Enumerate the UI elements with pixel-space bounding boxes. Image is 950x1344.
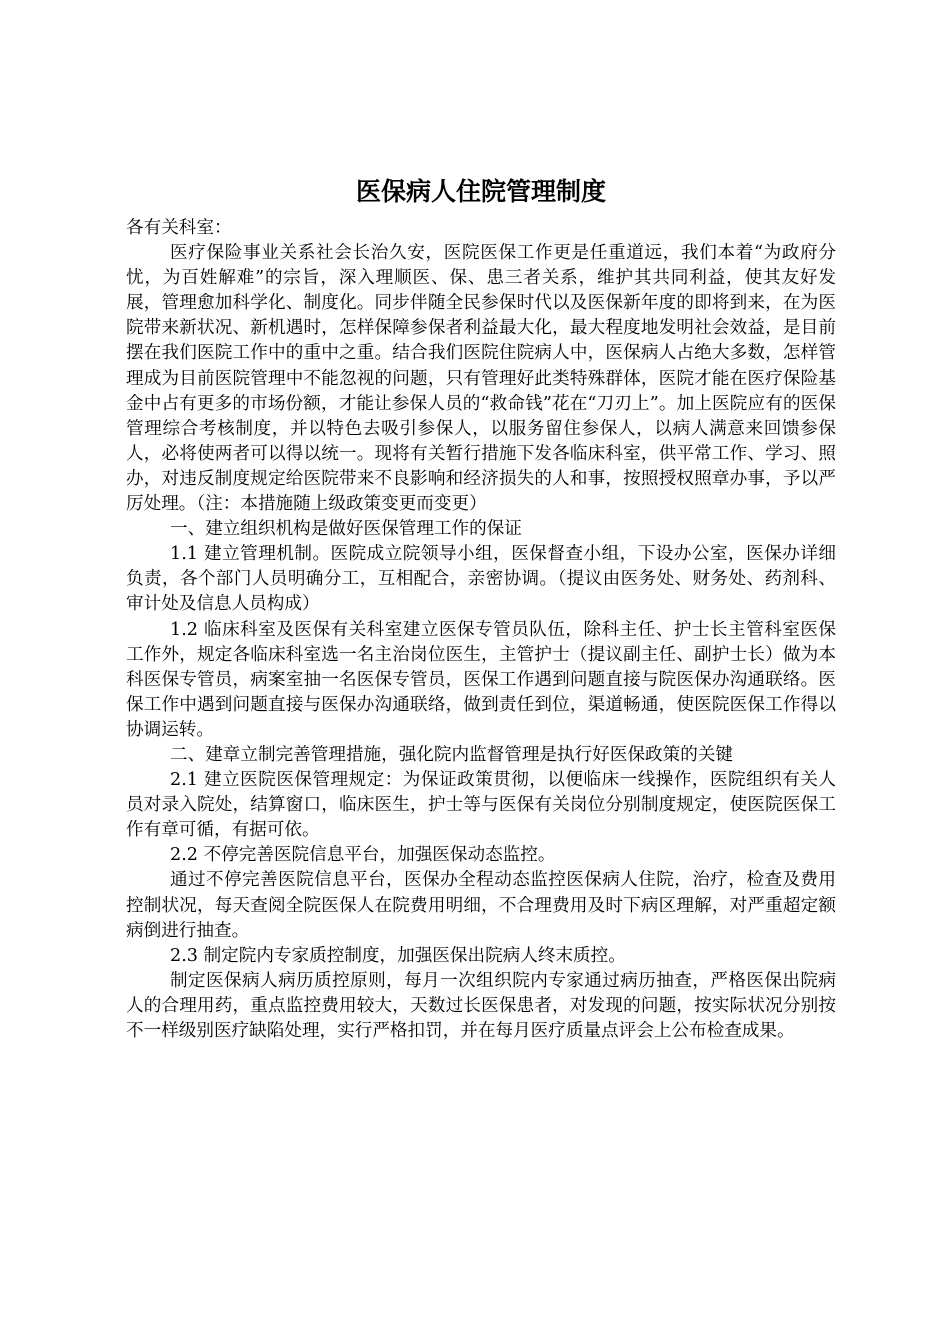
section-heading-2: 二、建章立制完善管理措施，强化院内监督管理是执行好医保政策的关键 [170,744,734,765]
paragraph-2-3-body: 制定医保病人病历质控原则，每月一次组织院内专家通过病历抽查，严格医保出院病人的合理用药，重点监控费用较大，天数过长医保患者，对发现的问题，按实际状况分别按不一样级别医疗缺陷处理，实行严格扣罚，并在每月医疗质量点评会上公布检查成果。 [126,970,836,1041]
subheading-2-2: 2.2 不停完善医院信息平台，加强医保动态监控。 [170,845,556,866]
paragraph-2-2-body: 通过不停完善医院信息平台，医保办全程动态监控医保病人住院，治疗，检查及费用控制状况，每天查阅全院医保人在院费用明细，不合理费用及时下病区理解，对严重超定额病倒进行抽查。 [126,870,836,941]
paragraph-intro: 医疗保险事业关系社会长治久安，医院医保工作更是任重道远，我们本着“为政府分忧，为百姓解难”的宗旨，深入理顺医、保、患三者关系，维护其共同利益，使其友好发展，管理愈加科学化、制度化。同步伴随全民参保时代以及医保新年度的即将到来，在为医院带来新状况、新机遇时，怎样保障参保者利益最大化，最大程度地发明社会效益，是目前摆在我们医院工作中的重中之重。结合我们医院住院病人中，医保病人占绝大多数，怎样管理成为目前医院管理中不能忽视的问题，只有管理好此类特殊群体，医院才能在医疗保险基金中占有更多的市场份额，才能让参保人员的“救命钱”花在“刀刃上”。加上医院应有的医保管理综合考核制度，并以特色去吸引参保人，以服务留住参保人，以病人满意来回馈参保人，必将使两者可以得以统一。现将有关暂行措施下发各临床科室，供平常工作、学习、照办，对违反制度规定给医院带来不良影响和经济损失的人和事，按照授权照章办事，予以严厉处理。（注：本措施随上级政策变更而变更） [126,243,836,515]
paragraph-2-1: 2.1 建立医院医保管理规定：为保证政策贯彻，以便临床一线操作，医院组织有关人员对录入院处，结算窗口，临床医生，护士等与医保有关岗位分别制度规定，使医院医保工作有章可循，有据可依。 [126,770,836,841]
document-title: 医保病人住院管理制度 [355,177,606,206]
document-page [126,172,836,1044]
paragraph-1-2: 1.2 临床科室及医保有关科室建立医保专管员队伍，除科主任、护士长主管科室医保工作外，规定各临床科室选一名主治岗位医生，主管护士（提议副主任、副护士长）做为本科医保专管员，病案室抽一名医保专管员，医保工作遇到问题直接与院医保办沟通联络。医保工作中遇到问题直接与医保办沟通联络，做到责任到位，渠道畅通，使医院医保工作得以协调运转。 [126,619,836,740]
subheading-2-3: 2.3 制定院内专家质控制度，加强医保出院病人终末质控。 [170,945,626,966]
section-heading-1: 一、建立组织机构是做好医保管理工作的保证 [170,519,522,540]
salutation: 各有关科室： [126,218,232,238]
paragraph-1-1: 1.1 建立管理机制。医院成立院领导小组，医保督查小组，下设办公室，医保办详细负责，各个部门人员明确分工，互相配合，亲密协调。（提议由医务处、财务处、药剂科、审计处及信息人员构成） [126,544,836,615]
